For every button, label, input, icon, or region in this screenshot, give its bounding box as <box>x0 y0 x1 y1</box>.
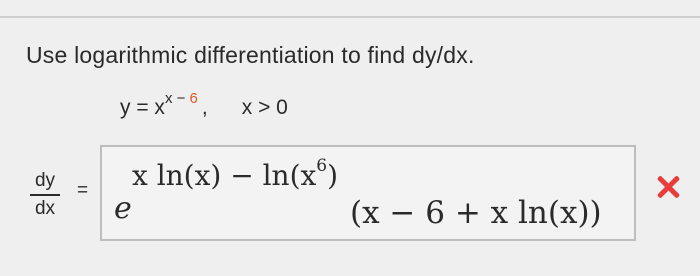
fraction-bar <box>30 194 60 196</box>
cross-icon <box>655 174 681 200</box>
exponent-part1: x ln(x) − ln(x <box>132 159 317 192</box>
divider <box>0 16 700 18</box>
exponent-number: 6 <box>189 90 198 107</box>
function-exponent <box>165 90 198 107</box>
question-instruction: Use logarithmic differentiation to find dy/dx. <box>26 42 475 68</box>
function-separator: , <box>201 96 208 119</box>
exponent-part2: ) <box>327 159 339 192</box>
given-function <box>120 90 288 120</box>
derivative-label <box>28 170 62 220</box>
answer-multiplier: (x − 6 + x ln(x)) <box>350 195 602 231</box>
answer-input[interactable] <box>100 145 636 241</box>
derivative-denominator: dx <box>34 198 56 219</box>
domain-condition: x > 0 <box>241 96 288 119</box>
answer-base: e <box>114 191 132 226</box>
function-lhs: y = x <box>120 96 165 119</box>
answer-exponent <box>132 156 339 192</box>
exponent-sup: 6 <box>316 156 328 176</box>
exponent-base: x − <box>164 90 190 107</box>
derivative-numerator: dy <box>34 170 56 191</box>
equals-sign: = <box>77 180 89 201</box>
